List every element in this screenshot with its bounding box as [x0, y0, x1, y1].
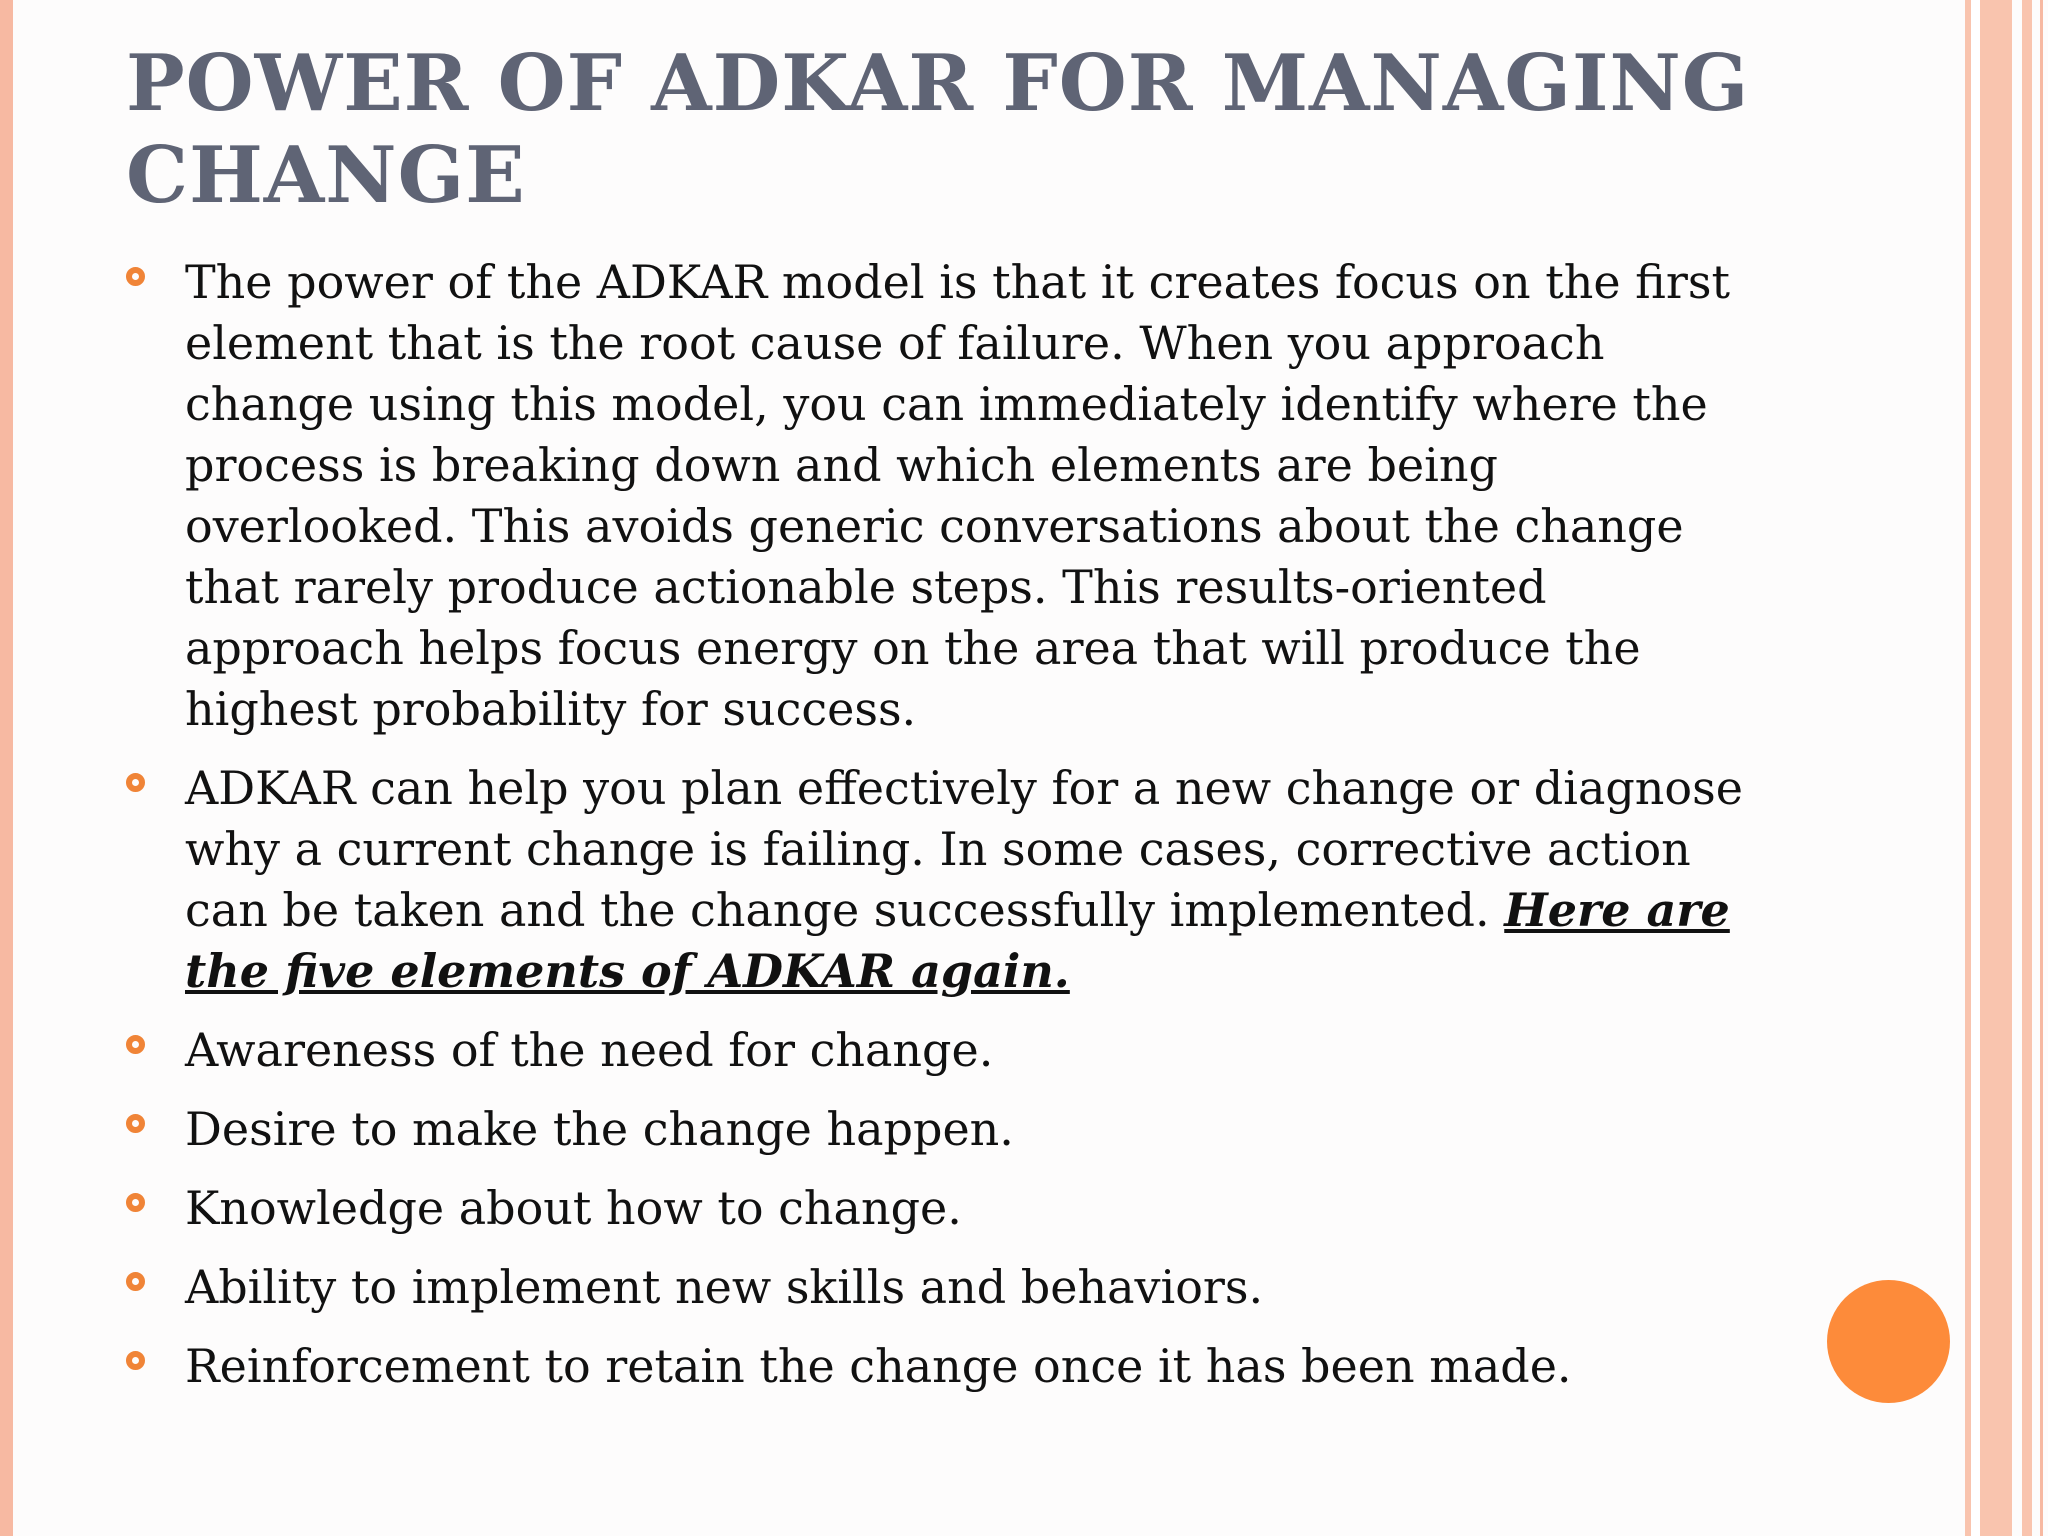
orange-circle-icon	[1827, 1280, 1950, 1403]
bullet-circle-icon	[126, 773, 145, 792]
bullet-item	[126, 1020, 1766, 1081]
emphasized-link-text[interactable]: Here are the five elements of ADKAR again.	[185, 883, 1730, 998]
slide-title: POWER OF ADKAR FOR MANAGING CHANGE	[126, 38, 1750, 221]
bullet-circle-icon	[126, 1114, 145, 1133]
bullet-item	[126, 1336, 1766, 1397]
bullet-item	[126, 252, 1766, 740]
bullet-circle-icon	[126, 267, 145, 286]
bullet-item	[126, 758, 1766, 1002]
right-border-line	[2040, 0, 2043, 1536]
bullet-text: Reinforcement to retain the change once it has been made.	[185, 1339, 1572, 1393]
right-border-gap	[1971, 0, 1980, 1536]
bullet-item	[126, 1099, 1766, 1160]
bullet-text: Knowledge about how to change.	[185, 1181, 962, 1235]
bullet-item	[126, 1257, 1766, 1318]
bullet-text: Ability to implement new skills and behaviors.	[185, 1260, 1264, 1314]
bullet-circle-icon	[126, 1351, 145, 1370]
bullet-text: Desire to make the change happen.	[185, 1102, 1014, 1156]
bullet-circle-icon	[126, 1193, 145, 1212]
bullet-circle-icon	[126, 1272, 145, 1291]
bullet-item	[126, 1178, 1766, 1239]
right-border-stripe	[2022, 0, 2032, 1536]
bullet-text: ADKAR can help you plan effectively for a new change or diagnose why a current change is failing. In some cases, corrective action can be taken and the change successfully implemented.	[185, 761, 1743, 937]
bullet-text: Awareness of the need for change.	[185, 1023, 994, 1077]
bullet-list	[126, 252, 1766, 1415]
bullet-circle-icon	[126, 1035, 145, 1054]
bullet-text: The power of the ADKAR model is that it creates focus on the first element that is the root cause of failure. When you approach change using this model, you can immediately identify where the process is breaking down and which elements are being overlooked. This avoids generic conversations about the change that rarely produce actionable steps. This results-oriented approach helps focus energy on the area that will produce the highest probability for success.	[185, 255, 1730, 736]
left-border-stripe	[0, 0, 13, 1536]
